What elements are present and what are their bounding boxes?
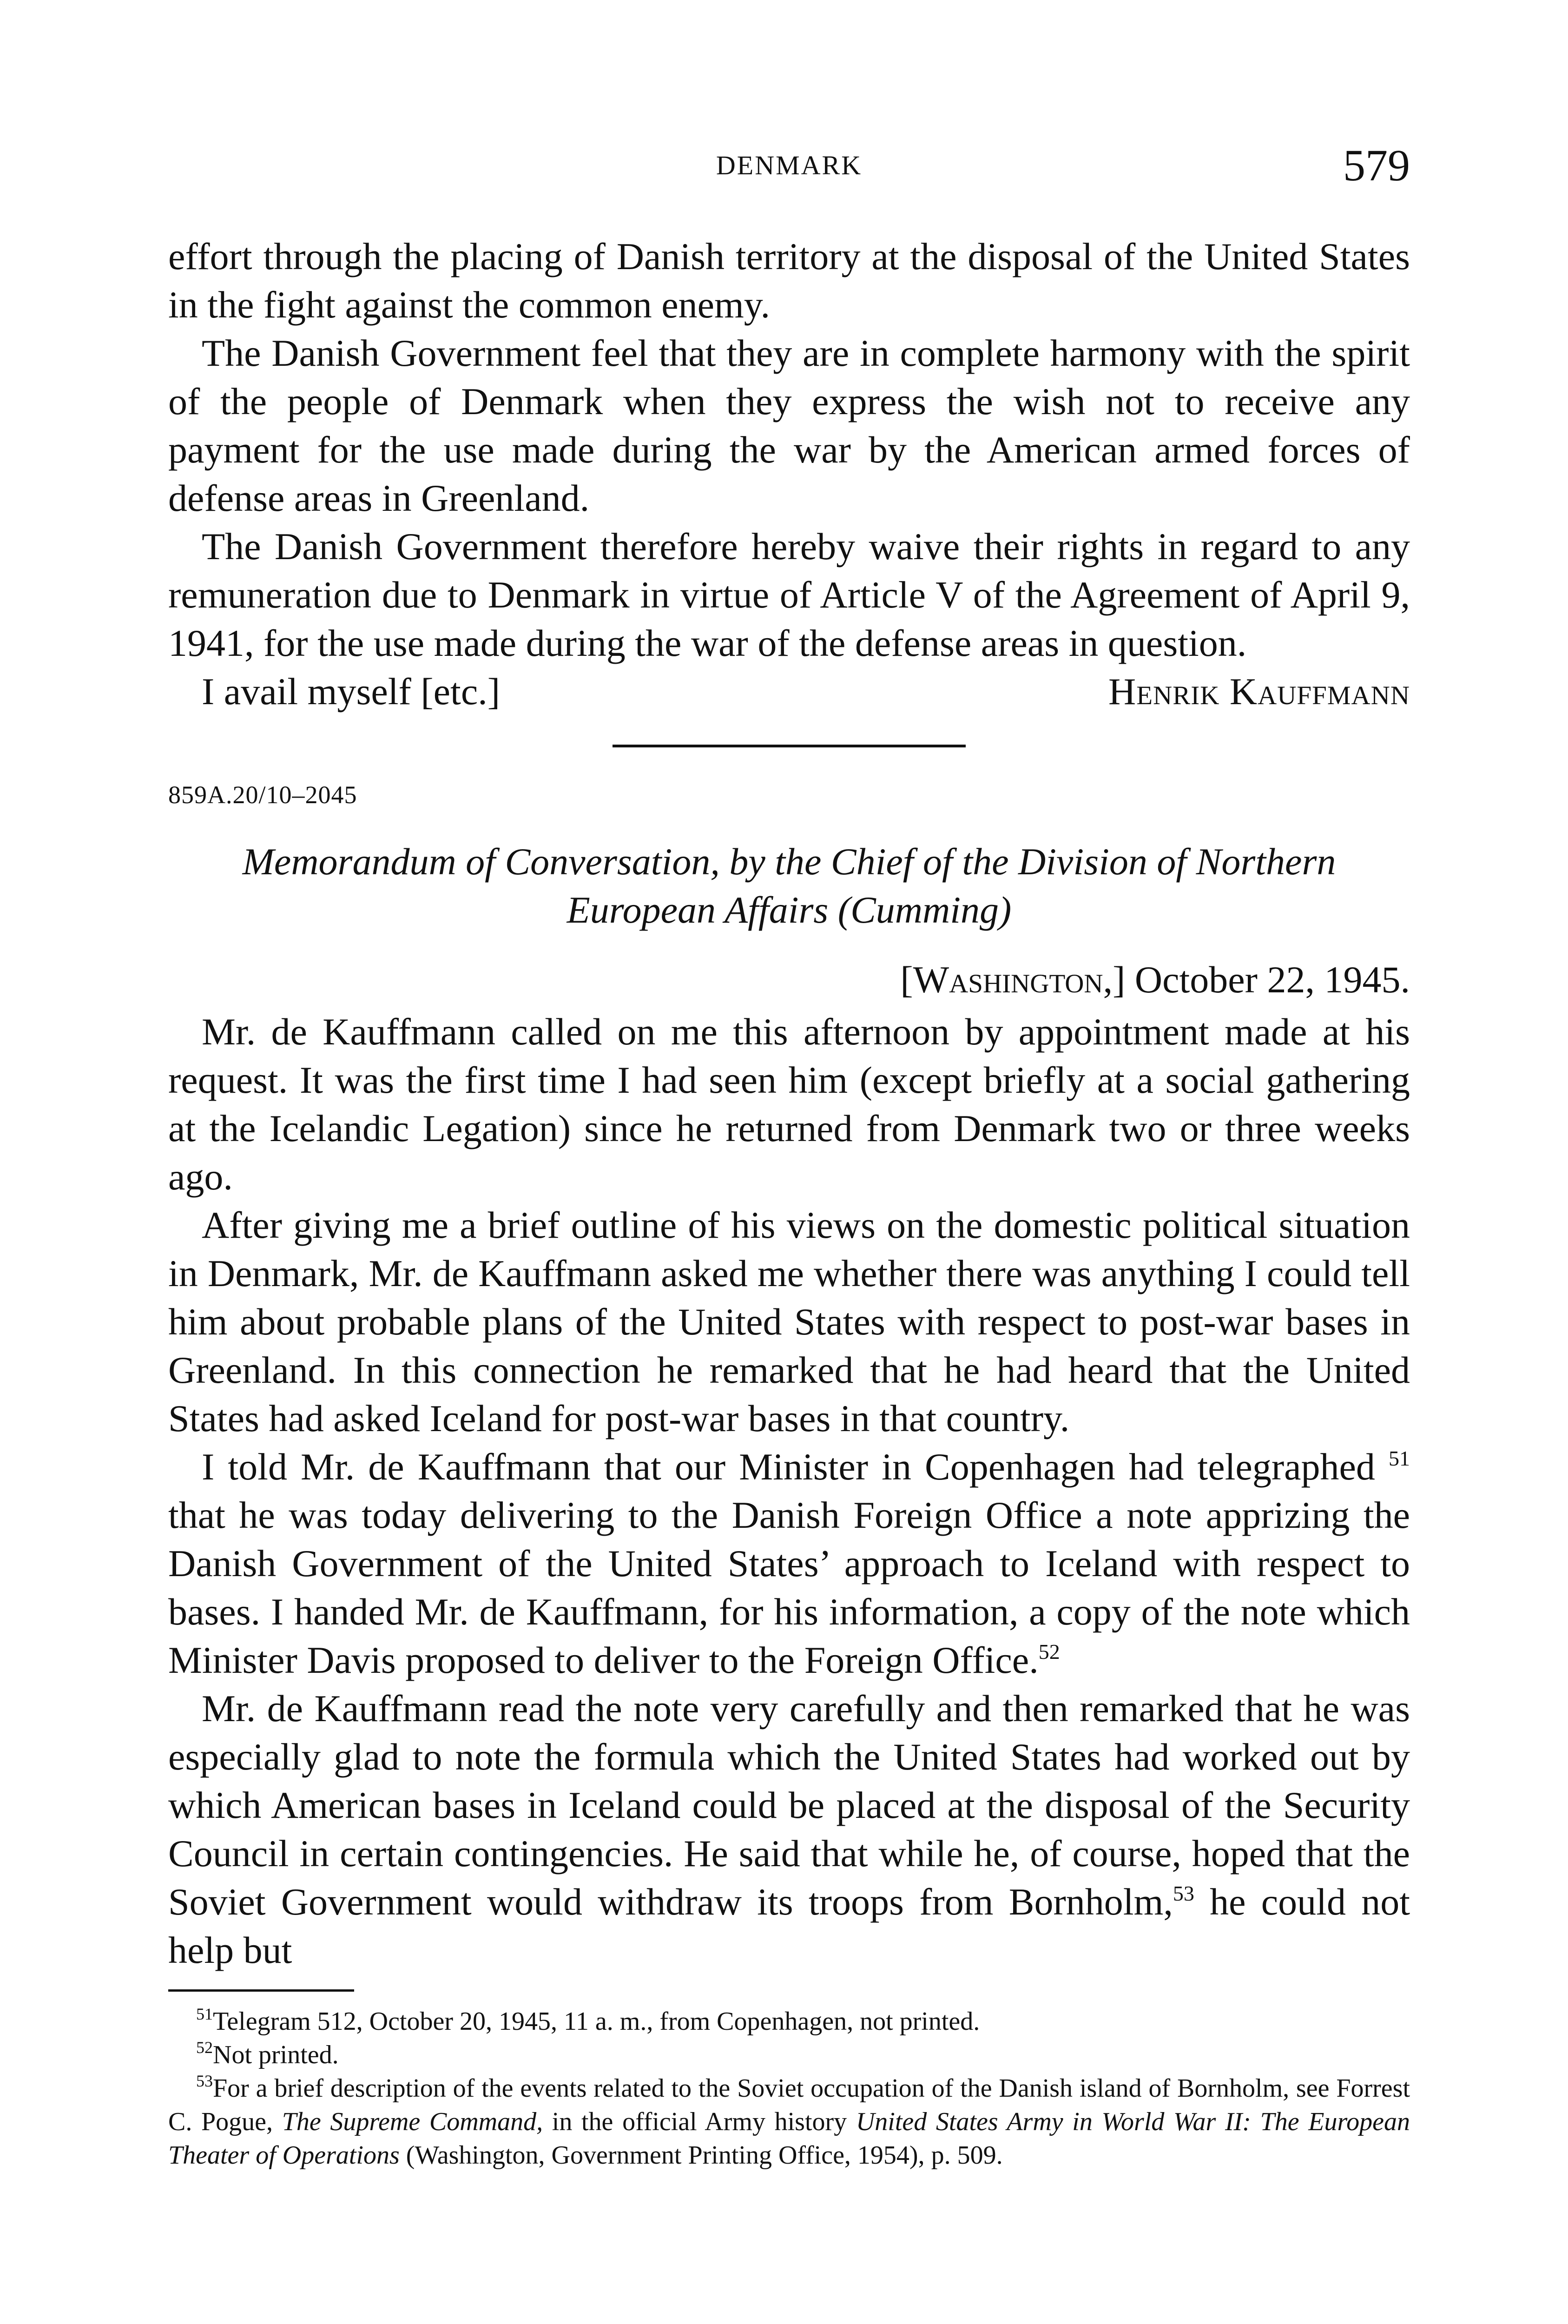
memo-paragraph-3-part-b: that he was today delivering to the Danish Foreign Office a note apprizing the Danish Government of the United States’ approach to Iceland with respect to bases. I handed Mr. de Kauffmann, for his information, a copy of the note which Minister Davis proposed to deliver to the Foreign Office. bbox=[168, 1494, 1410, 1681]
running-header bbox=[168, 139, 1410, 205]
memo-paragraph-1: Mr. de Kauffmann called on me this afternoon by appointment made at his request. It was the first time I had seen him (except briefly at a social gathering at the Icelandic Legation) since he returned from Denmark two or three weeks ago. bbox=[168, 1010, 1410, 1198]
footnote-53-text-a: For a brief description of the events related to the Soviet occupation of the Danish island of Bornholm, see Forrest C. Pogue, bbox=[168, 2074, 1410, 2136]
body-text bbox=[168, 232, 1410, 2172]
memo-paragraph-2: After giving me a brief outline of his views on the domestic political situation in Denmark, Mr. de Kauffmann asked me whether there was anything I could tell him about probable plans of the United States with respect to post-war bases in Greenland. In this connection he remarked that he had heard that the United States had asked Iceland for post-war bases in that country. bbox=[168, 1204, 1410, 1439]
footnote-51 bbox=[168, 2005, 1410, 2038]
footnote-53-text-b: in the official Army history bbox=[552, 2107, 847, 2136]
section-divider bbox=[613, 745, 966, 747]
footnote-ref-52: 52 bbox=[1038, 1640, 1060, 1664]
memo-paragraph-4-part-b: he could not help but bbox=[168, 1881, 1410, 1971]
footnote-53-text-c: (Washington, Government Printing Office, 1954), p. 509. bbox=[406, 2141, 1003, 2170]
file-number: 859A.20/10–2045 bbox=[168, 781, 357, 809]
letter-paragraph-3: The Danish Government therefore hereby waive their rights in regard to any remuneration due to Denmark in virtue of Article V of the Agreement of April 9, 1941, for the use made during the war of the defense areas in question. bbox=[168, 525, 1410, 664]
memo-paragraph-4-part-a: Mr. de Kauffmann read the note very carefully and then remarked that he was especially glad to note the formula which the United States had worked out by which American bases in Iceland could be placed at the disposal of the Security Council in certain contingencies. He said that while he, of course, hoped that the Soviet Government would withdraw its troops from Bornholm, bbox=[168, 1687, 1410, 1923]
letter-paragraph-1: effort through the placing of Danish territory at the disposal of the United States in the fight against the common enemy. bbox=[168, 235, 1410, 326]
memo-paragraph-3 bbox=[168, 1443, 1410, 1684]
letter-paragraph-2: The Danish Government feel that they are in complete harmony with the spirit of the people of Denmark when they express the wish not to receive any payment for the use made during the war by the American armed forces of defense areas in Greenland. bbox=[168, 332, 1410, 519]
footnote-53-number: 53 bbox=[196, 2072, 213, 2090]
footnote-ref-51: 51 bbox=[1389, 1446, 1410, 1470]
document-heading: Memorandum of Conversation, by the Chief of the Division of Northern European Affairs (Cumming) bbox=[242, 840, 1336, 931]
memo-paragraph-3-part-a: I told Mr. de Kauffmann that our Minister in Copenhagen had telegraphed bbox=[202, 1446, 1375, 1488]
footnote-53-title-1: The Supreme Command, bbox=[282, 2107, 543, 2136]
footnote-51-number: 51 bbox=[196, 2005, 213, 2023]
footnotes bbox=[168, 2005, 1410, 2172]
signature: Henrik Kauffmann bbox=[1108, 670, 1410, 713]
footnote-52-text: Not printed. bbox=[213, 2040, 339, 2069]
closing-line bbox=[168, 667, 1410, 716]
dateline-place: [Washington,] bbox=[900, 958, 1126, 1001]
footnote-52 bbox=[168, 2038, 1410, 2072]
footnote-53 bbox=[168, 2072, 1410, 2172]
footnote-51-text: Telegram 512, October 20, 1945, 11 a. m., from Copenhagen, not printed. bbox=[213, 2007, 980, 2036]
footnote-52-number: 52 bbox=[196, 2038, 213, 2057]
dateline bbox=[168, 956, 1410, 1004]
footnote-53-title-2: United States Army in World War II: The European Theater of Operations bbox=[168, 2107, 1410, 2170]
footnote-ref-53: 53 bbox=[1173, 1882, 1194, 1905]
page-number: 579 bbox=[1343, 140, 1410, 190]
footnote-divider bbox=[168, 1989, 354, 1992]
memo-paragraph-4 bbox=[168, 1684, 1410, 1974]
running-title: DENMARK bbox=[716, 150, 863, 180]
dateline-date: October 22, 1945. bbox=[1134, 958, 1410, 1001]
closing-text: I avail myself [etc.] bbox=[202, 670, 501, 713]
